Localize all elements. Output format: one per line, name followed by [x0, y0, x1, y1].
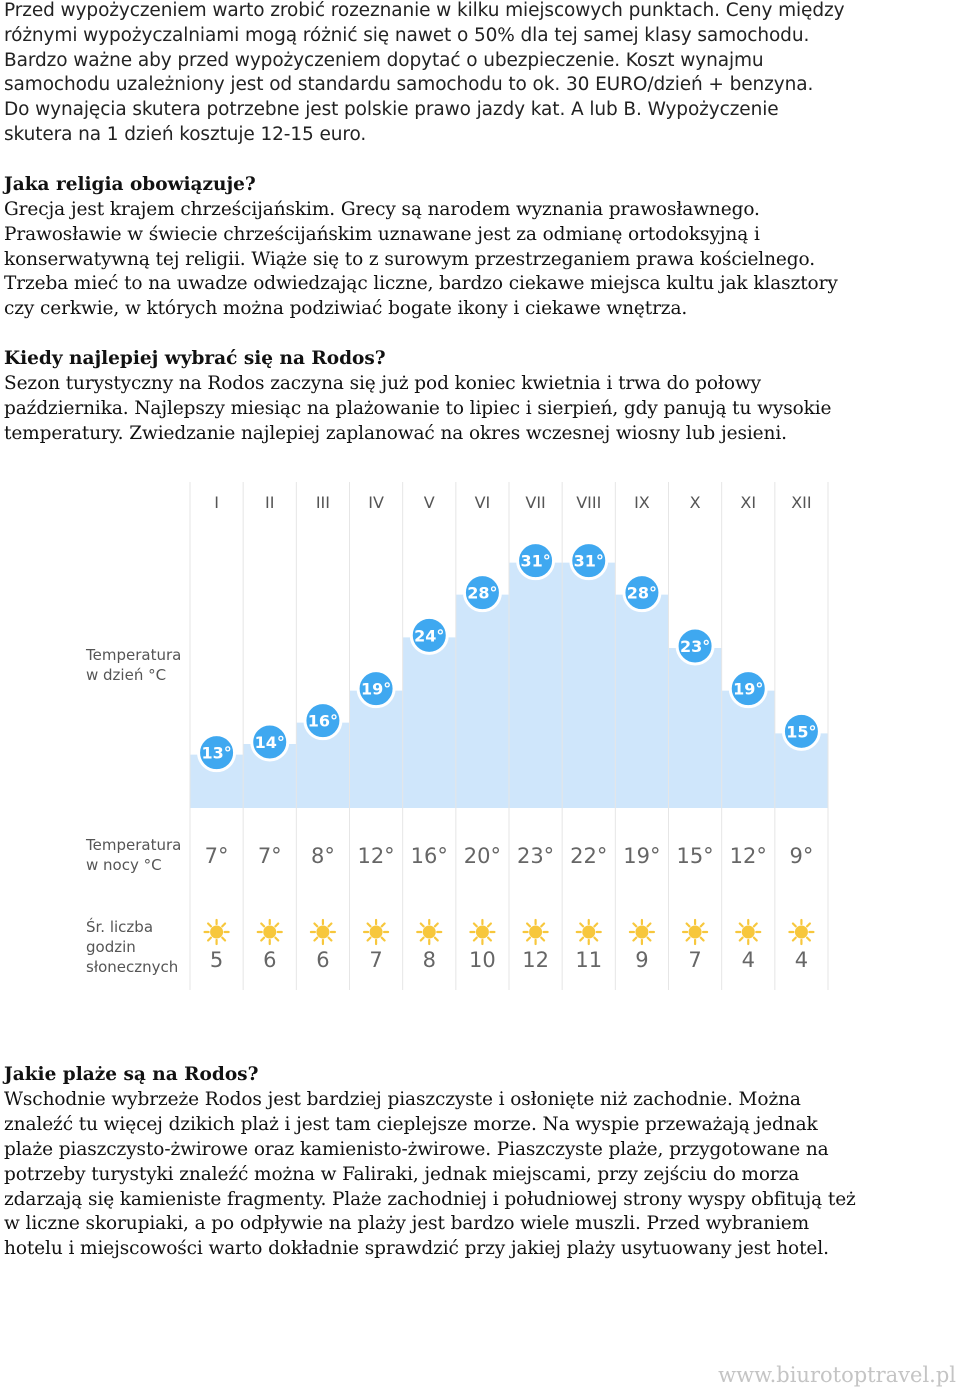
sun-icon — [582, 926, 595, 939]
day-temp-label: 19° — [733, 679, 764, 699]
beaches-line: Wschodnie wybrzeże Rodos jest bardziej piaszczyste i osłonięte niż zachodnie. Można — [4, 1089, 801, 1110]
day-temp-label: 31° — [573, 551, 604, 571]
day-temp-label: 31° — [520, 551, 551, 571]
day-temp-label: 28° — [626, 583, 658, 603]
month-label: X — [689, 493, 701, 512]
sun-ray — [421, 938, 424, 941]
sun-ray — [435, 938, 438, 941]
day-temp-label: 28° — [467, 583, 498, 603]
month-label: IX — [634, 493, 650, 512]
sun-hours-label: 6 — [316, 948, 330, 972]
night-temp-label: 19° — [623, 844, 661, 868]
sun-ray — [314, 924, 317, 927]
religion-line: konserwatywną tej religii. Wiąże się to z surowym przestrzeganiem prawa kościelnego. — [4, 249, 816, 270]
sun-icon — [742, 926, 755, 939]
sun-ray — [754, 938, 757, 941]
month-label: VIII — [576, 493, 602, 512]
sun-ray — [701, 924, 704, 927]
beaches-line: potrzeby turystyki znaleźć można w Faliraki, jednak miejscami, przy zejściu do morza — [4, 1164, 800, 1185]
sun-icon — [529, 926, 542, 939]
sun-row-label: słonecznych — [86, 958, 179, 976]
sun-ray — [701, 938, 704, 941]
sun-hours-label: 12 — [522, 948, 549, 972]
religion-heading: Jaka religia obowiązuje? — [4, 174, 256, 195]
day-temp-label: 24° — [414, 626, 445, 646]
day-temp-label: 19° — [360, 679, 392, 699]
sun-ray — [648, 924, 651, 927]
sun-hours-label: 4 — [794, 948, 809, 972]
sun-ray — [633, 938, 636, 941]
night-temp-label: 12° — [729, 844, 767, 868]
sun-ray — [488, 924, 491, 927]
day-temp-label: 15° — [786, 722, 817, 742]
season-line: października. Najlepszy miesiąc na plażowanie to lipiec i sierpień, gdy panują tu wysokie — [4, 398, 832, 419]
sun-icon — [316, 926, 329, 939]
month-label: II — [265, 493, 275, 512]
sun-hours-label: 10 — [469, 948, 496, 972]
sun-ray — [382, 924, 385, 927]
day-row-label: w dzień °C — [86, 666, 167, 684]
night-temp-label: 22° — [570, 844, 608, 868]
month-label: V — [423, 493, 435, 512]
sun-ray — [527, 938, 530, 941]
night-row-label: w nocy °C — [86, 856, 162, 874]
sun-ray — [275, 924, 278, 927]
sun-ray — [222, 938, 225, 941]
night-row-label: Temperatura — [86, 836, 182, 854]
sun-ray — [633, 924, 636, 927]
sun-ray — [541, 938, 544, 941]
sun-ray — [368, 924, 371, 927]
sun-hours-label: 11 — [575, 948, 603, 972]
sun-ray — [329, 938, 332, 941]
sun-ray — [580, 924, 583, 927]
month-label: IV — [368, 493, 384, 512]
month-label: III — [315, 493, 330, 512]
month-label: XI — [740, 493, 757, 512]
night-temp-label: 8° — [310, 844, 335, 868]
day-row-label: Temperatura — [86, 646, 182, 664]
night-temp-label: 16° — [410, 844, 448, 868]
sun-ray — [687, 938, 690, 941]
sun-ray — [261, 938, 264, 941]
intro-line: Przed wypożyczeniem warto zrobić rozeznanie w kilku miejscowych punktach. Ceny między — [4, 0, 845, 21]
intro-line: skutera na 1 dzień kosztuje 12-15 euro. — [4, 124, 367, 145]
month-label: XII — [791, 493, 812, 512]
sun-hours-label: 8 — [422, 948, 436, 972]
sun-ray — [208, 938, 211, 941]
sun-ray — [435, 924, 438, 927]
beaches-line: zdarzają się kamieniste fragmenty. Plaże zachodniej i południowej strony wyspy obfitują też — [4, 1189, 856, 1210]
sun-icon — [635, 926, 648, 939]
intro-line: samochodu uzależniony jest od standardu samochodu to ok. 30 EURO/dzień + benzyna. — [4, 74, 814, 95]
day-temp-label: 16° — [307, 711, 339, 731]
sun-ray — [382, 938, 385, 941]
sun-ray — [793, 924, 796, 927]
night-temp-label: 12° — [357, 844, 395, 868]
sun-row-label: Śr. liczba — [86, 918, 154, 936]
month-label: I — [214, 493, 219, 512]
religion-line: czy cerkwie, w których można podziwiać bogate ikony i ciekawe wnętrza. — [4, 298, 688, 319]
day-temp-label: 14° — [254, 733, 285, 752]
sun-icon — [263, 926, 276, 939]
sun-icon — [476, 926, 489, 939]
religion-line: Trzeba mieć to na uwadze odwiedzając liczne, bardzo ciekawe miejsca kultu jak klasztory — [4, 273, 838, 294]
sun-row-label: godzin — [86, 938, 136, 956]
sun-icon — [795, 926, 808, 939]
day-temp-label: 23° — [679, 637, 711, 656]
night-temp-label: 20° — [463, 844, 502, 868]
beaches-heading: Jakie plaże są na Rodos? — [4, 1064, 259, 1085]
sun-ray — [541, 924, 544, 927]
season-line: Sezon turystyczny na Rodos zaczyna się już pod koniec kwietnia i trwa do połowy — [4, 373, 761, 394]
season-line: temperatury. Zwiedzanie najlepiej zaplanować na okres wczesnej wiosny lub jesieni. — [4, 423, 787, 444]
sun-ray — [474, 924, 477, 927]
sun-ray — [793, 938, 796, 941]
sun-ray — [261, 924, 264, 927]
sun-icon — [210, 926, 223, 939]
sun-ray — [807, 924, 810, 927]
sun-ray — [222, 924, 225, 927]
sun-ray — [314, 938, 317, 941]
sun-ray — [208, 924, 211, 927]
sun-ray — [594, 924, 597, 927]
season-heading: Kiedy najlepiej wybrać się na Rodos? — [4, 348, 386, 369]
sun-ray — [368, 938, 371, 941]
night-temp-label: 7° — [257, 844, 282, 868]
sun-ray — [329, 924, 332, 927]
beaches-line: w liczne skorupiaki, a po odpływie na plaży jest bardzo wiele muszli. Przed wybraniem — [4, 1213, 810, 1234]
sun-hours-label: 9 — [635, 948, 649, 972]
sun-hours-label: 6 — [263, 948, 277, 972]
sun-ray — [594, 938, 597, 941]
sun-hours-label: 4 — [741, 948, 755, 972]
sun-hours-label: 5 — [209, 948, 224, 972]
night-temp-label: 15° — [676, 844, 714, 868]
sun-ray — [740, 938, 743, 941]
footer-url: www.biurotoptravel.pl — [718, 1363, 956, 1387]
sun-ray — [740, 924, 743, 927]
intro-line: Bardzo ważne aby przed wypożyczeniem dopytać o ubezpieczenie. Koszt wynajmu — [4, 50, 764, 71]
day-temp-label: 13° — [201, 743, 232, 763]
month-label: VII — [525, 493, 546, 512]
sun-hours-label: 7 — [369, 948, 383, 972]
sun-ray — [580, 938, 583, 941]
month-label: VI — [474, 493, 491, 512]
sun-ray — [648, 938, 651, 941]
sun-ray — [527, 924, 530, 927]
sun-icon — [689, 926, 702, 939]
religion-line: Prawosławie w świecie chrześcijańskim uznawane jest za odmianę ortodoksyjną i — [4, 224, 760, 245]
sun-ray — [421, 924, 424, 927]
sun-ray — [754, 924, 757, 927]
sun-icon — [370, 926, 383, 939]
sun-ray — [275, 938, 278, 941]
sun-icon — [423, 926, 436, 939]
sun-hours-label: 7 — [688, 948, 702, 972]
intro-line: różnymi wypożyczalniami mogą różnić się nawet o 50% dla tej samej klasy samochodu. — [4, 25, 810, 46]
climate-chart — [0, 470, 960, 995]
night-temp-label: 7° — [204, 844, 229, 868]
beaches-line: hotelu i miejscowości warto dokładnie sprawdzić przy jakiej plaży usytuowany jest hotel. — [4, 1238, 829, 1259]
sun-ray — [807, 938, 810, 941]
intro-line: Do wynajęcia skutera potrzebne jest polskie prawo jazdy kat. A lub B. Wypożyczenie — [4, 99, 779, 120]
sun-ray — [474, 938, 477, 941]
beaches-line: plaże piaszczysto-żwirowe oraz kamienisto-żwirowe. Piaszczyste plaże, przygotowane na — [4, 1139, 829, 1160]
night-temp-label: 9° — [789, 844, 814, 868]
sun-ray — [488, 938, 491, 941]
beaches-line: znaleźć tu więcej dzikich plaż i jest tam cieplejsze morze. Na wyspie przeważają jednak — [4, 1114, 818, 1135]
religion-line: Grecja jest krajem chrześcijańskim. Grecy są narodem wyznania prawosławnego. — [4, 199, 760, 220]
sun-ray — [687, 924, 690, 927]
night-temp-label: 23° — [516, 844, 555, 868]
